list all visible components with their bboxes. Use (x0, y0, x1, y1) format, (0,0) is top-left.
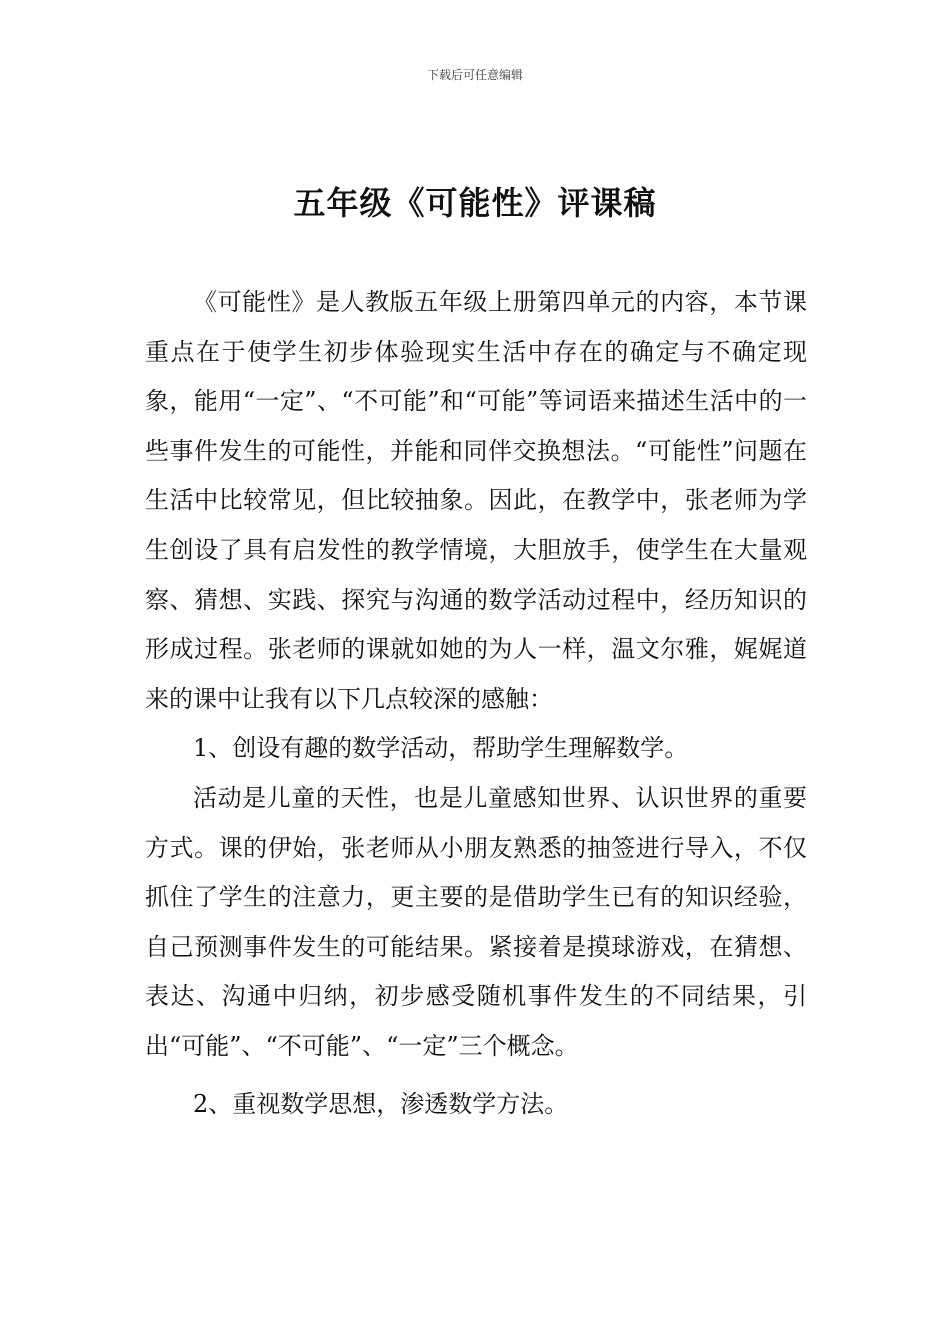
document-title: 五年级《可能性》评课稿 (293, 184, 657, 222)
section-heading-2: 2、重视数学思想，渗透数学方法。 (193, 1089, 569, 1118)
intro-paragraph: 《可能性》是人教版五年级上册第四单元的内容，本节课重点在于使学生初步体验现实生活中存在的确定与不确定现象，能用“一定”、“不可能”和“可能”等词语来描述生活中的一些事件发生的可能性，并能和同伴交换想法。“可能性”问题在生活中比较常见，但比较抽象。因此，在教学中，张老师为学生创设了具有启发性的教学情境，大胆放手，使学生在大量观察、猜想、实践、探究与沟通的数学活动过程中，经历知识的形成过程。张老师的课就如她的为人一样，温文尔雅，娓娓道来的课中让我有以下几点较深的感触： (145, 288, 807, 713)
section-heading-1: 1、创设有趣的数学活动，帮助学生理解数学。 (193, 734, 689, 763)
page-header: 下载后可任意编辑 (426, 68, 523, 82)
section-paragraph-1: 活动是儿童的天性，也是儿童感知世界、认识世界的重要方式。课的伊始，张老师从小朋友熟悉的抽签进行导入，不仅抓住了学生的注意力，更主要的是借助学生已有的知识经验，自己预测事件发生的可能结果。紧接着是摸球游戏，在猜想、表达、沟通中归纳，初步感受随机事件发生的不同结果，引出“可能”、“不可能”、“一定”三个概念。 (145, 783, 807, 1060)
document-body (145, 278, 807, 1129)
